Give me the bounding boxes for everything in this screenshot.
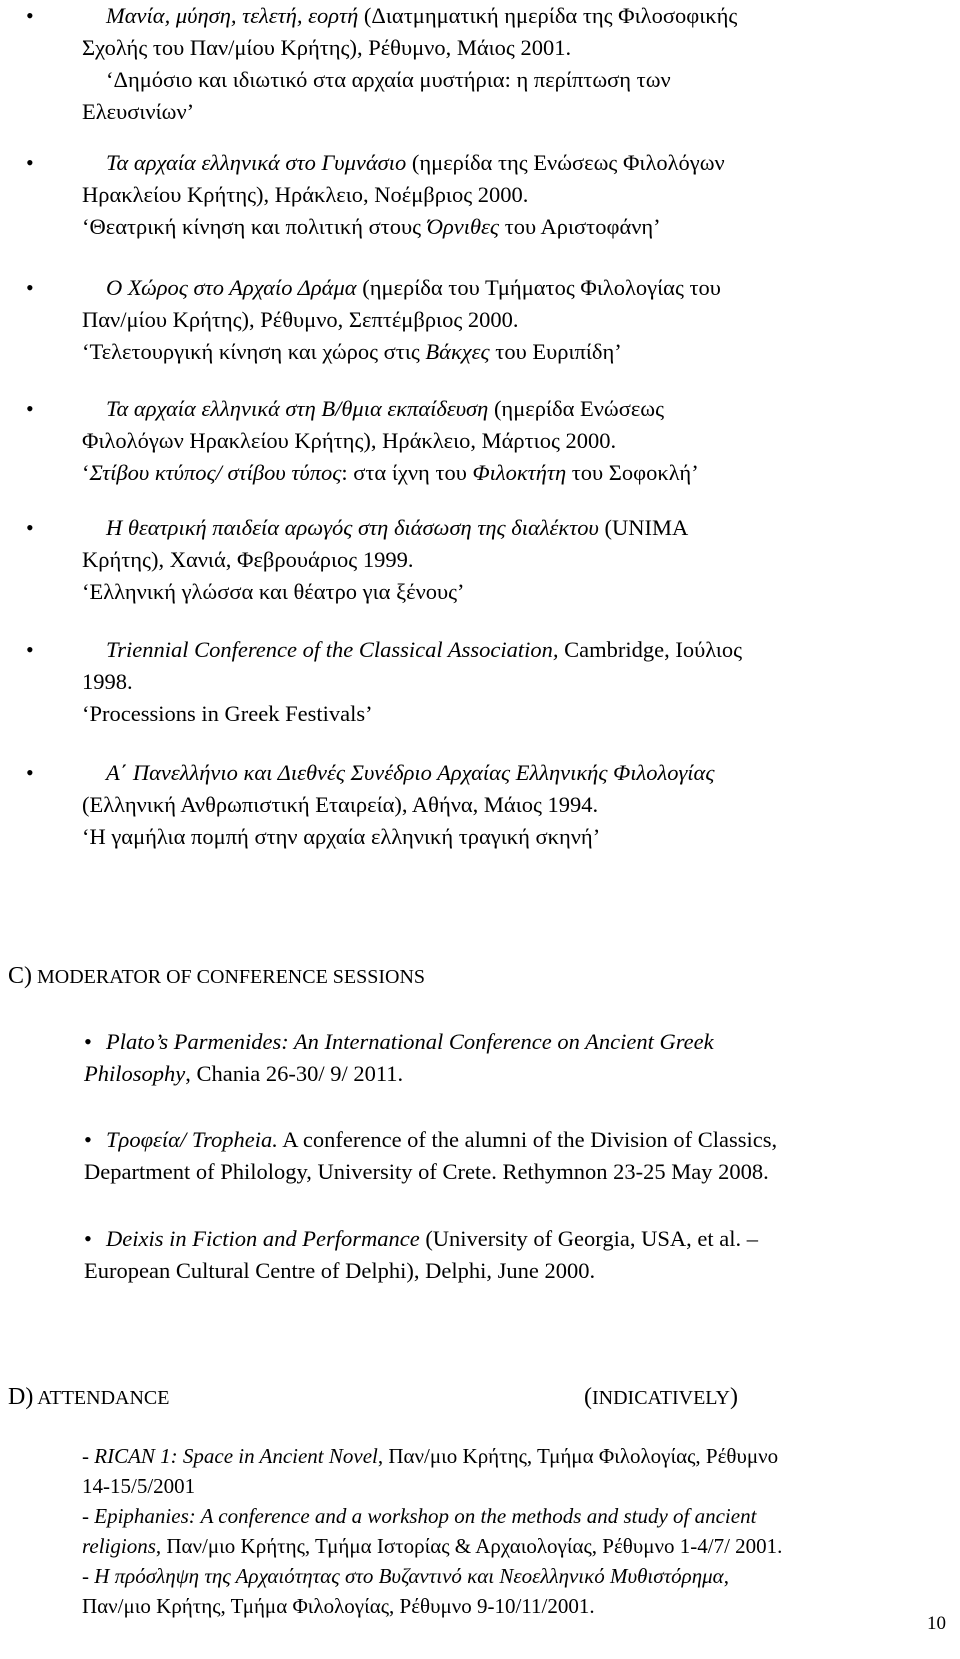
talk-entry	[26, 0, 910, 128]
event-details-cont: Παν/μίου Κρήτης), Ρέθυμνο, Σεπτέμβριος 2000.	[82, 307, 519, 332]
event-title: Plato’s Parmenides: An International Conference on Ancient Greek	[106, 1029, 714, 1054]
event-details-cont: 1998.	[82, 669, 133, 694]
talk-title: ‘Ελληνική γλώσσα και θέατρο για ξένους’	[82, 579, 465, 604]
bullet: •	[84, 1127, 92, 1152]
note-label: INDICATIVELY	[592, 1387, 730, 1409]
section-label: ATTENDANCE	[37, 1387, 170, 1409]
event-details: (Διατμηματική ημερίδα της Φιλοσοφικής	[363, 3, 738, 28]
event-details: (Ελληνική Ανθρωπιστική Εταιρεία), Αθήνα, Μάιος 1994.	[82, 792, 599, 817]
event-details-cont: Ηρακλείου Κρήτης), Ηράκλειο, Νοέμβριος 2000.	[82, 182, 529, 207]
section-heading-attendance	[8, 1383, 169, 1412]
section-heading-moderator	[8, 962, 425, 991]
event-title-cont: religions	[82, 1534, 156, 1558]
event-details-cont: Παν/μιο Κρήτης, Τμήμα Φιλολογίας, Ρέθυμνο 9-10/11/2001.	[82, 1594, 595, 1618]
bullet: •	[26, 3, 34, 28]
event-details-cont: Σχολής του Παν/μίου Κρήτης), Ρέθυμνο, Μάιος 2001.	[82, 35, 572, 60]
talk-title-mid: : στα ίχνη του	[341, 460, 473, 485]
talk-title-italic: Στίβου κτύπος/ στίβου τύπος	[89, 460, 342, 485]
section-paren: )	[24, 963, 33, 989]
talk-entry	[26, 757, 910, 853]
talk-entry	[26, 147, 910, 243]
talk-title-italic: Όρνιθες	[426, 214, 500, 239]
section-letter: D	[8, 1384, 26, 1410]
talk-title-end: του Αριστοφάνη’	[499, 214, 661, 239]
attendance-note: (INDICATIVELY)	[584, 1384, 738, 1410]
section-paren: )	[25, 1384, 34, 1410]
talk-title: ‘Processions in Greek Festivals’	[82, 701, 373, 726]
page-number: 10	[927, 1613, 946, 1634]
attendance-entry: - RICAN 1: Space in Ancient Novel, Παν/μιο Κρήτης, Τμήμα Φιλολογίας, Ρέθυμνο 14-15/5/2001	[82, 1441, 912, 1501]
talk-title-cont: Ελευσινίων’	[82, 99, 195, 124]
event-title: Τα αρχαία ελληνικά στη Β/θμια εκπαίδευση	[106, 396, 489, 421]
moderated-entry	[84, 1223, 920, 1287]
event-title: Triennial Conference of the Classical Association,	[106, 637, 559, 662]
moderated-entry	[84, 1124, 920, 1188]
bullet: •	[26, 396, 34, 421]
event-title: Τροφεία/ Tropheia.	[106, 1127, 278, 1152]
event-details: (UNIMA	[604, 515, 689, 540]
event-details: A conference of the alumni of the Division of Classics,	[277, 1127, 778, 1152]
talk-entry	[26, 634, 910, 730]
event-title-cont: Philosophy	[84, 1061, 186, 1086]
event-details-cont: Φιλολόγων Ηρακλείου Κρήτης), Ηράκλειο, Μάρτιος 2000.	[82, 428, 617, 453]
talk-title: ‘Θεατρική κίνηση και πολιτική στους	[82, 214, 427, 239]
event-details-cont: Κρήτης), Χανιά, Φεβρουάριος 1999.	[82, 547, 414, 572]
event-details: , Παν/μιο Κρήτης, Τμήμα Φιλολογίας, Ρέθυμνο	[377, 1444, 779, 1468]
event-details: (ημερίδα του Τμήματος Φιλολογίας του	[362, 275, 721, 300]
talk-title: ‘	[82, 460, 90, 485]
event-details: , Παν/μιο Κρήτης, Τμήμα Ιστορίας & Αρχαιολογίας, Ρέθυμνο 1-4/7/ 2001.	[155, 1534, 783, 1558]
event-details: (ημερίδα Ενώσεως	[493, 396, 665, 421]
talk-title: ‘Η γαμήλια πομπή στην αρχαία ελληνική τραγική σκηνή’	[82, 824, 601, 849]
event-title-2: Γυμνάσιο	[321, 150, 407, 175]
event-details-cont: 14-15/5/2001	[82, 1474, 196, 1498]
talk-entry	[26, 393, 910, 489]
event-title: Epiphanies: A conference and a workshop on the methods and study of ancient	[94, 1504, 757, 1528]
event-details-cont: Department of Philology, University of Crete. Rethymnon 23-25 May 2008.	[84, 1159, 769, 1184]
event-title: Ο Χώρος στο Αρχαίο Δράμα	[106, 275, 357, 300]
section-letter: C	[8, 963, 25, 989]
bullet: •	[84, 1226, 92, 1251]
talk-title-italic-2: Φιλοκτήτη	[472, 460, 567, 485]
event-details: (ημερίδα της Ενώσεως Φιλολόγων	[411, 150, 725, 175]
talk-title-italic: Βάκχες	[425, 339, 490, 364]
event-details: (University of Georgia, USA, et al. –	[419, 1226, 758, 1251]
event-title: Μανία, μύηση, τελετή, εορτή	[106, 3, 359, 28]
moderated-entry	[84, 1026, 920, 1090]
event-title: Η πρόσληψη της Αρχαιότητας στο Βυζαντινό και Νεοελληνικό Μυθιστόρημα	[94, 1564, 724, 1588]
bullet: •	[84, 1029, 92, 1054]
talk-title: ‘Τελετουργική κίνηση και χώρος στις	[82, 339, 426, 364]
event-title: Α΄ Πανελλήνιο και Διεθνές Συνέδριο Αρχαίας Ελληνικής Φιλολογίας	[106, 760, 715, 785]
event-details: Cambridge, Ιούλιος	[564, 637, 743, 662]
bullet: •	[26, 637, 34, 662]
attendance-entry: - Η πρόσληψη της Αρχαιότητας στο Βυζαντινό και Νεοελληνικό Μυθιστόρημα, Παν/μιο Κρήτης, Τμήμα Φιλολογίας, Ρέθυμνο 9-10/11/2001.	[82, 1561, 912, 1621]
event-title: Τα αρχαία ελληνικά στο	[106, 150, 322, 175]
event-details-cont: European Cultural Centre of Delphi), Delphi, June 2000.	[84, 1258, 596, 1283]
bullet: •	[26, 275, 34, 300]
talk-title-end: του Σοφοκλή’	[566, 460, 699, 485]
talk-entry	[26, 512, 910, 608]
talk-title: ‘Δημόσιο και ιδιωτικό στα αρχαία μυστήρια: η περίπτωση των	[106, 67, 671, 92]
talk-title-end: του Ευριπίδη’	[489, 339, 622, 364]
event-title: Deixis in Fiction and Performance	[106, 1226, 420, 1251]
bullet: •	[26, 150, 34, 175]
talk-entry	[26, 272, 910, 368]
event-title: RICAN 1: Space in Ancient Novel	[94, 1444, 378, 1468]
section-label: MODERATOR OF CONFERENCE SESSIONS	[37, 966, 426, 988]
bullet: •	[26, 515, 34, 540]
event-title: Η θεατρική παιδεία αρωγός στη διάσωση της διαλέκτου	[106, 515, 599, 540]
attendance-entry: - Epiphanies: A conference and a workshop on the methods and study of ancient religions, Παν/μιο Κρήτης, Τμήμα Ιστορίας & Αρχαιολογίας, Ρέθυμνο 1-4/7/ 2001.	[82, 1504, 783, 1558]
event-details: , Chania 26-30/ 9/ 2011.	[185, 1061, 404, 1086]
bullet: •	[26, 760, 34, 785]
